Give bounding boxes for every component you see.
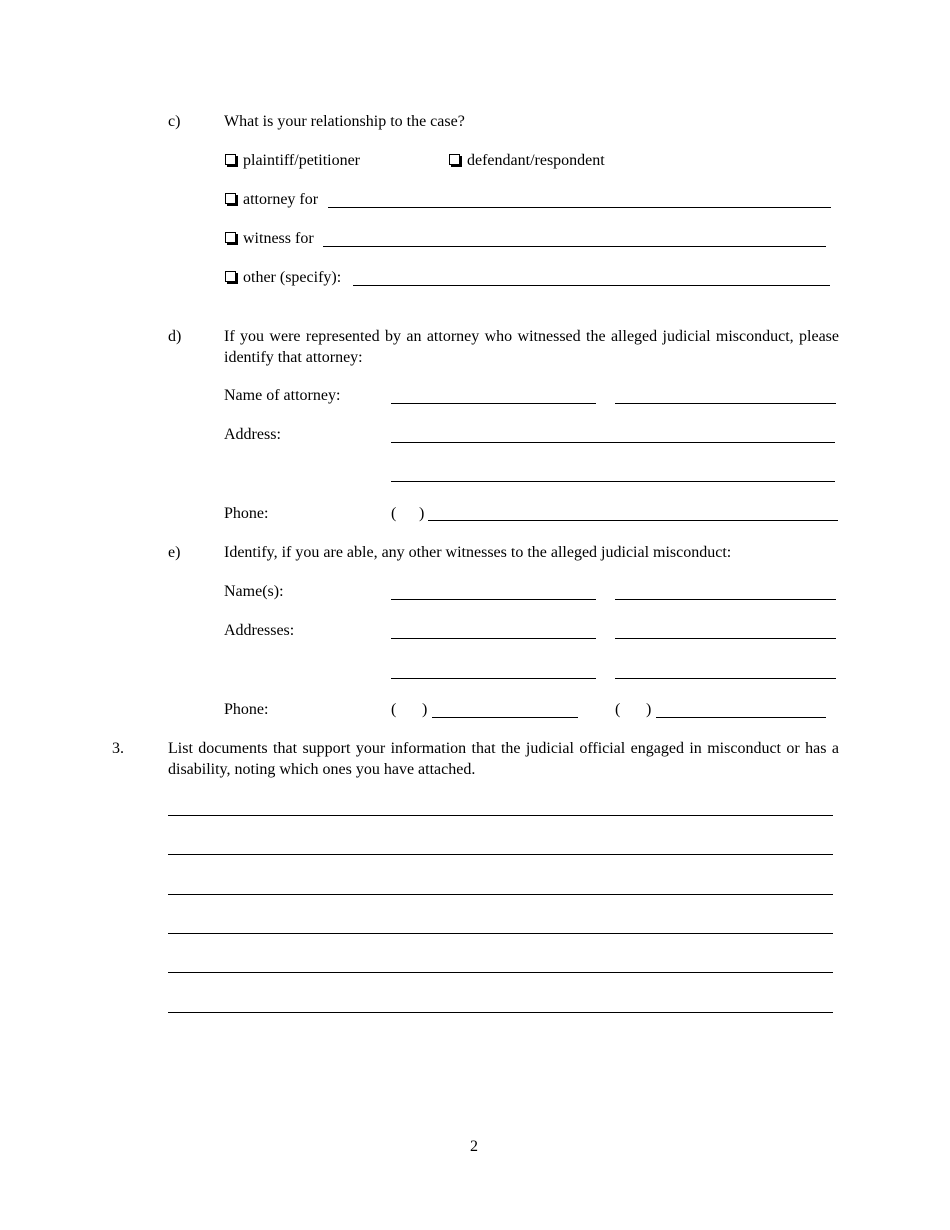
witness-phone-1-open-paren: (	[391, 701, 397, 718]
section-d-question: If you were represented by an attorney who witnessed the alleged judicial misconduct, please identify that attorney:	[224, 328, 839, 366]
attorney-address-field-2[interactable]	[391, 481, 835, 482]
attorney-for-field[interactable]	[328, 207, 831, 208]
attorney-phone-field[interactable]	[428, 520, 838, 521]
witness-phone-field-2[interactable]	[656, 717, 826, 718]
attorney-address-label: Address:	[224, 426, 281, 443]
witness-address-field-1[interactable]	[391, 638, 596, 639]
attorney-address-field-1[interactable]	[391, 442, 835, 443]
witness-address-field-3[interactable]	[391, 678, 596, 679]
attorney-for-label: attorney for	[243, 191, 319, 208]
documents-line-1[interactable]	[168, 815, 833, 816]
attorney-phone-open-paren: (	[391, 505, 397, 522]
other-specify-field[interactable]	[353, 285, 830, 286]
plaintiff-label: plaintiff/petitioner	[243, 152, 361, 169]
other-specify-label: other (specify):	[243, 269, 342, 286]
section-3-question: List documents that support your information that the judicial official engaged in misconduct or has a disability, noting which ones you have attached.	[168, 740, 839, 778]
defendant-checkbox[interactable]	[449, 154, 460, 165]
documents-line-2[interactable]	[168, 854, 833, 855]
other-checkbox[interactable]	[225, 271, 236, 282]
witness-phone-1-close-paren: )	[422, 701, 428, 718]
attorney-name-label: Name of attorney:	[224, 387, 341, 404]
witness-phone-field-1[interactable]	[432, 717, 578, 718]
attorney-for-checkbox[interactable]	[225, 193, 236, 204]
witness-address-field-2[interactable]	[615, 638, 836, 639]
attorney-phone-label: Phone:	[224, 505, 269, 522]
witness-address-field-4[interactable]	[615, 678, 836, 679]
section-e-label: e)	[168, 544, 181, 561]
documents-line-3[interactable]	[168, 894, 833, 895]
section-d-label: d)	[168, 328, 182, 345]
section-3-label: 3.	[112, 740, 124, 757]
defendant-label: defendant/respondent	[467, 152, 605, 169]
witness-phone-2-open-paren: (	[615, 701, 621, 718]
witness-for-checkbox[interactable]	[225, 232, 236, 243]
witness-for-label: witness for	[243, 230, 314, 247]
section-c-question: What is your relationship to the case?	[224, 113, 465, 130]
documents-line-6[interactable]	[168, 1012, 833, 1013]
witness-names-field-2[interactable]	[615, 599, 836, 600]
witness-names-field-1[interactable]	[391, 599, 596, 600]
witness-addresses-label: Addresses:	[224, 622, 295, 639]
documents-line-5[interactable]	[168, 972, 833, 973]
section-c-label: c)	[168, 113, 181, 130]
witness-phone-2-close-paren: )	[646, 701, 652, 718]
section-e-question: Identify, if you are able, any other witnesses to the alleged judicial misconduct:	[224, 544, 732, 561]
page-number: 2	[470, 1138, 478, 1155]
attorney-phone-close-paren: )	[419, 505, 425, 522]
attorney-name-field-2[interactable]	[615, 403, 836, 404]
documents-line-4[interactable]	[168, 933, 833, 934]
witness-names-label: Name(s):	[224, 583, 284, 600]
witness-phone-label: Phone:	[224, 701, 269, 718]
attorney-name-field-1[interactable]	[391, 403, 596, 404]
plaintiff-checkbox[interactable]	[225, 154, 236, 165]
witness-for-field[interactable]	[323, 246, 826, 247]
